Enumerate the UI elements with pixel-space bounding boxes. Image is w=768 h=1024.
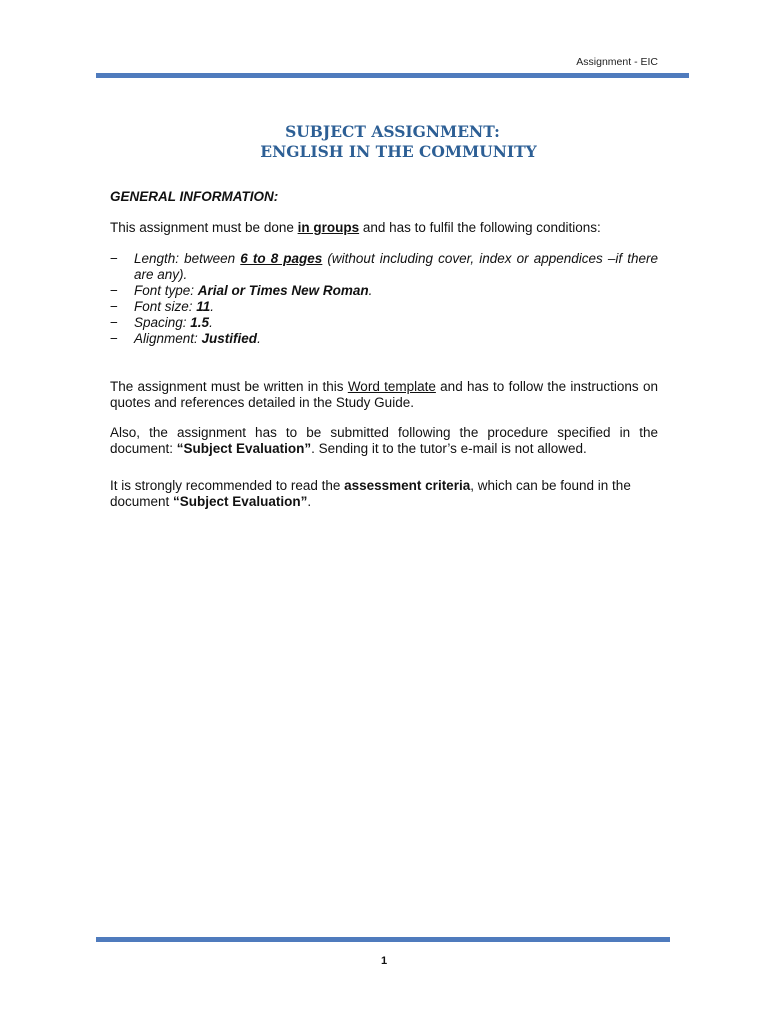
condition-length bbox=[110, 251, 658, 283]
list-dash: − bbox=[110, 251, 118, 266]
p1-before: The assignment must be written in this bbox=[110, 379, 348, 394]
font-type-label: Font type: bbox=[134, 283, 198, 298]
document-title: SUBJECT ASSIGNMENT: bbox=[285, 122, 500, 141]
p3-before: It is strongly recommended to read the bbox=[110, 478, 345, 493]
condition-font-size bbox=[110, 299, 658, 315]
p3-after: . bbox=[307, 494, 312, 509]
p2-after: . Sending it to the tutor’s e-mail is not allowed. bbox=[311, 441, 587, 456]
template-paragraph bbox=[110, 379, 658, 411]
submission-paragraph bbox=[110, 425, 658, 457]
alignment-end: . bbox=[257, 331, 261, 346]
p2-before: Also, the assignment has to be submitted following the procedure specified in the document: bbox=[110, 425, 658, 456]
p1-after: and has to follow the instructions on quotes and references detailed in the Study Guide. bbox=[110, 379, 658, 410]
page-header: Assignment - EIC bbox=[576, 56, 658, 68]
condition-spacing bbox=[110, 315, 658, 331]
intro-after: and has to fulfil the following conditions: bbox=[359, 220, 601, 235]
spacing-value: 1.5 bbox=[190, 315, 210, 330]
alignment-label: Alignment: bbox=[134, 331, 202, 346]
word-template-link[interactable]: Word template bbox=[347, 379, 436, 394]
list-dash: − bbox=[110, 299, 118, 314]
spacing-label: Spacing: bbox=[134, 315, 191, 330]
length-label: Length: between bbox=[134, 251, 241, 266]
p3-emphasis2: “Subject Evaluation” bbox=[173, 494, 308, 509]
p3-middle: , which can be found in the document bbox=[110, 478, 631, 509]
p3-emphasis1: assessment criteria bbox=[344, 478, 471, 493]
length-value: 6 to 8 pages bbox=[240, 251, 323, 266]
font-type-value: Arial or Times New Roman bbox=[197, 283, 369, 298]
list-dash: − bbox=[110, 331, 118, 346]
section-heading: GENERAL INFORMATION: bbox=[110, 189, 279, 204]
condition-alignment bbox=[110, 331, 658, 347]
length-note: (without including cover, index or appendices –if there are any). bbox=[134, 251, 658, 282]
alignment-value: Justified bbox=[201, 331, 258, 346]
header-rule bbox=[96, 73, 689, 78]
document-subtitle: ENGLISH IN THE COMMUNITY bbox=[260, 142, 537, 161]
intro-before: This assignment must be done bbox=[110, 220, 298, 235]
font-size-end: . bbox=[210, 299, 215, 314]
font-size-value: 11 bbox=[196, 299, 211, 314]
font-size-label: Font size: bbox=[134, 299, 197, 314]
spacing-end: . bbox=[209, 315, 213, 330]
font-type-end: . bbox=[368, 283, 373, 298]
footer-rule bbox=[96, 937, 670, 942]
condition-font-type bbox=[110, 283, 658, 299]
criteria-paragraph bbox=[110, 478, 658, 510]
intro-emphasis: in groups bbox=[297, 220, 360, 235]
page-number: 1 bbox=[380, 955, 388, 967]
intro-paragraph bbox=[110, 220, 658, 236]
conditions-list bbox=[110, 251, 658, 347]
p2-emphasis: “Subject Evaluation” bbox=[176, 441, 312, 456]
list-dash: − bbox=[110, 315, 118, 330]
list-dash: − bbox=[110, 283, 118, 298]
